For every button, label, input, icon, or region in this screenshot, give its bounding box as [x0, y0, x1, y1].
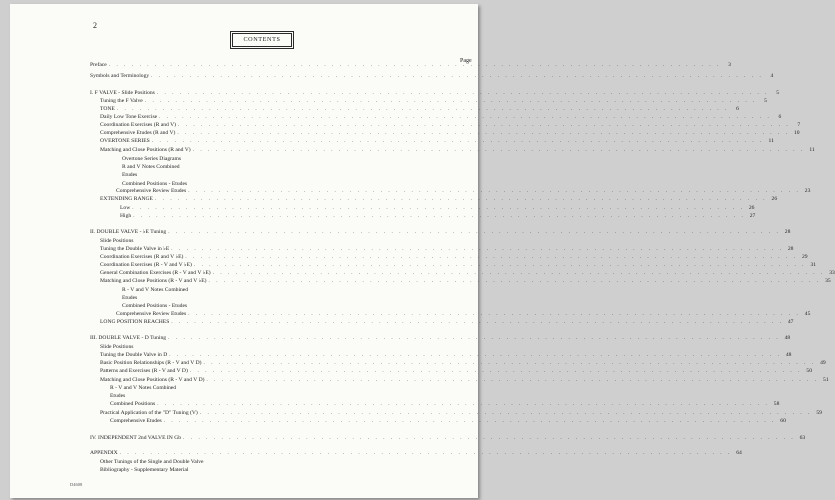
toc-entry-page: 35: [825, 278, 831, 284]
dot-leader: . . . . . . . . . . . . . . . . . . . . . . . . . . . . . . . . . . . . . . . . . . . . . . . . . . . . . . . . . . . . . . . . . . . . . . . . . . . . . . . .: [154, 197, 768, 202]
toc-entry: [100, 237, 460, 245]
toc-entry-title: Etudes: [122, 295, 138, 301]
toc-entry: [100, 269, 835, 277]
toc-entry-title: Slide Positions: [100, 344, 134, 350]
toc-entry: [100, 318, 794, 326]
toc-entry-page: 63: [799, 435, 806, 441]
toc-entry-title: Slide Positions: [100, 238, 134, 244]
toc-entry: [100, 113, 782, 121]
toc-entry-page: 26: [748, 205, 755, 211]
toc-entry: [100, 137, 774, 145]
dot-leader: . . . . . . . . . . . . . . . . . . . . . . . . . . . . . . . . . . . . . . . . . . . . . . . . . . . . . . . . . . . . . . . . . . . . . . . . . . . . . . . .: [183, 436, 796, 441]
dot-leader: . . . . . . . . . . . . . . . . . . . . . . . . . . . . . . . . . . . . . . . . . . . . . . . . . . . . . . . . . . . . . . . . . . . . . . . . . . . . . . . .: [171, 320, 784, 325]
dot-leader: . . . . . . . . . . . . . . . . . . . . . . . . . . . . . . . . . . . . . . . . . . . . . . . . . . . . . . . . . . . . . . . . . . . . . . . . . . . . . . . .: [188, 189, 801, 194]
toc-entry-title: Overtone Series Diagrams: [122, 156, 182, 162]
toc-entry-page: 51: [823, 377, 829, 383]
toc-entry-page: 45: [804, 311, 811, 317]
toc-entry-title: Low: [120, 205, 131, 211]
toc-entry-title: Tuning the Double Valve in ♭E: [100, 246, 170, 252]
toc-entry-title: High: [120, 213, 132, 219]
toc-entry: [120, 204, 755, 212]
toc-entry: [122, 286, 460, 294]
toc-entry: [100, 245, 794, 253]
toc-entry: [100, 466, 460, 474]
toc-entry: [100, 253, 808, 261]
toc-entry-page: 49: [820, 360, 826, 366]
toc-entry-title: Matching and Close Positions (R - V and V ♭E): [100, 278, 207, 284]
dot-leader: . . . . . . . . . . . . . . . . . . . . . . . . . . . . . . . . . . . . . . . . . . . . . . . . . . . . . . . . . . . . . . . . . . . . . . . . . . . . . . . .: [178, 123, 791, 128]
dot-leader: . . . . . . . . . . . . . . . . . . . . . . . . . . . . . . . . . . . . . . . . . . . . . . . . . . . . . . . . . . . . . . . . . . . . . . . . . . . . . . . .: [192, 148, 805, 153]
toc-entry: [116, 310, 811, 318]
toc-entry-title: Etudes: [122, 172, 138, 178]
toc-entry: [90, 449, 742, 457]
dot-leader: . . . . . . . . . . . . . . . . . . . . . . . . . . . . . . . . . . . . . . . . . . . . . . . . . . . . . . . . . . . . . . . . . . . . . . . . . . . . . . . .: [208, 279, 821, 284]
toc-entry-title: Comprehensive Review Etudes: [116, 188, 187, 194]
toc-entry-title: APPENDIX: [90, 450, 118, 456]
toc-entry: [100, 409, 822, 417]
toc-entry-title: Comprehensive Etudes (R and V): [100, 130, 176, 136]
dot-leader: . . . . . . . . . . . . . . . . . . . . . . . . . . . . . . . . . . . . . . . . . . . . . . . . . . . . . . . . . . . . . . . . . . . . . . . . . . . . . . . .: [116, 107, 729, 112]
toc-entry: [100, 376, 829, 384]
dot-leader: . . . . . . . . . . . . . . . . . . . . . . . . . . . . . . . . . . . . . . . . . . . . . . . . . . . . . . . . . . . . . . . . . . . . . . . . . . . . . . . .: [169, 353, 782, 358]
toc-entry-title: III. DOUBLE VALVE - D Tuning: [90, 335, 167, 341]
toc-entry-page: 23: [804, 188, 811, 194]
toc-entry-title: II. DOUBLE VALVE - ♭E Tuning: [90, 229, 167, 235]
toc-entry-title: Coordination Exercises (R and V): [100, 122, 177, 128]
toc-entry-title: Combined Positions: [110, 401, 156, 407]
toc-entry-page: 60: [780, 418, 786, 424]
dot-leader: . . . . . . . . . . . . . . . . . . . . . . . . . . . . . . . . . . . . . . . . . . . . . . . . . . . . . . . . . . . . . . . . . . . . . . . . . . . . . . . .: [168, 230, 781, 235]
toc-entry-page: 6: [736, 106, 739, 112]
dot-leader: . . . . . . . . . . . . . . . . . . . . . . . . . . . . . . . . . . . . . . . . . . . . . . . . . . . . . . . . . . . . . . . . . . . . . . . . . . . . . . . .: [189, 369, 802, 374]
toc-entry-page: 11: [809, 147, 815, 153]
toc-entry-title: IV. INDEPENDENT 2nd VALVE IN Gb: [90, 435, 182, 441]
toc-entry-page: 4: [770, 73, 774, 79]
dot-leader: . . . . . . . . . . . . . . . . . . . . . . . . . . . . . . . . . . . . . . . . . . . . . . . . . . . . . . . . . . . . . . . . . . . . . . . . . . . . . . . .: [132, 206, 745, 211]
toc-entry: [90, 72, 774, 80]
toc-entry-page: 6: [778, 114, 782, 120]
dot-leader: . . . . . . . . . . . . . . . . . . . . . . . . . . . . . . . . . . . . . . . . . . . . . . . . . . . . . . . . . . . . . . . . . . . . . . . . . . . . . . . .: [119, 451, 732, 456]
toc-entry-page: 29: [801, 254, 808, 260]
toc-entry-title: Comprehensive Review Etudes: [116, 311, 187, 317]
toc-entry: [100, 105, 739, 113]
toc-entry-title: R - V and V Notes Combined: [122, 287, 189, 293]
toc-entry: [122, 302, 460, 310]
contents-heading: CONTENTS: [232, 33, 292, 47]
toc-entry-title: Basic Position Relationships (R - V and V D): [100, 360, 202, 366]
toc-entry: [90, 89, 780, 97]
toc-entry: [122, 163, 460, 171]
toc-entry-page: 59: [816, 410, 822, 416]
toc-entry: [110, 384, 460, 392]
toc-entry-title: Matching and Close Positions (R - V and V D): [100, 377, 205, 383]
toc-entry-title: R and V Notes Combined: [122, 164, 180, 170]
toc-entry: [100, 367, 812, 375]
toc-entry-title: Bibliography - Supplementary Material: [100, 467, 189, 473]
dot-leader: . . . . . . . . . . . . . . . . . . . . . . . . . . . . . . . . . . . . . . . . . . . . . . . . . . . . . . . . . . . . . . . . . . . . . . . . . . . . . . . .: [108, 63, 721, 68]
toc-entry-title: Tuning the F Valve: [100, 98, 143, 104]
toc-entry: [120, 212, 756, 220]
toc-entry: [100, 146, 815, 154]
dot-leader: . . . . . . . . . . . . . . . . . . . . . . . . . . . . . . . . . . . . . . . . . . . . . . . . . . . . . . . . . . . . . . . . . . . . . . . . . . . . . . . .: [163, 419, 776, 424]
toc-entry: [100, 351, 792, 359]
toc-entry-title: Etudes: [110, 393, 126, 399]
toc-entry-title: R - V and V Notes Combined: [110, 385, 177, 391]
toc-entry-title: EXTENDING RANGE: [100, 196, 153, 202]
dot-leader: . . . . . . . . . . . . . . . . . . . . . . . . . . . . . . . . . . . . . . . . . . . . . . . . . . . . . . . . . . . . . . . . . . . . . . . . . . . . . . . .: [157, 402, 770, 407]
toc-entry: [100, 458, 460, 466]
toc-entry-title: Other Tunings of the Single and Double Valve: [100, 459, 204, 465]
toc-entry-title: Combined Positions - Etudes: [122, 303, 188, 309]
dot-leader: . . . . . . . . . . . . . . . . . . . . . . . . . . . . . . . . . . . . . . . . . . . . . . . . . . . . . . . . . . . . . . . . . . . . . . . . . . . . . . . .: [171, 247, 784, 252]
toc-entry-title: I. F VALVE - Slide Positions: [90, 90, 155, 96]
toc-entry-title: Coordination Exercises (R and V ♭E): [100, 254, 184, 260]
dot-leader: . . . . . . . . . . . . . . . . . . . . . . . . . . . . . . . . . . . . . . . . . . . . . . . . . . . . . . . . . . . . . . . . . . . . . . . . . . . . . . . .: [185, 255, 798, 260]
toc-entry-page: 7: [797, 122, 801, 128]
toc-entry: [90, 334, 791, 342]
dot-leader: . . . . . . . . . . . . . . . . . . . . . . . . . . . . . . . . . . . . . . . . . . . . . . . . . . . . . . . . . . . . . . . . . . . . . . . . . . . . . . . .: [177, 131, 790, 136]
toc-entry-page: 48: [785, 352, 792, 358]
toc-entry: [110, 417, 786, 425]
toc-entry-title: LONG POSITION REACHES: [100, 319, 170, 325]
toc-entry-title: OVERTONE SERIES: [100, 138, 150, 144]
toc-entry-page: 11: [768, 138, 774, 144]
toc-entry-page: 5: [764, 98, 767, 104]
dot-leader: . . . . . . . . . . . . . . . . . . . . . . . . . . . . . . . . . . . . . . . . . . . . . . . . . . . . . . . . . . . . . . . . . . . . . . . . . . . . . . . .: [151, 139, 764, 144]
toc-entry-page: 26: [771, 196, 778, 202]
toc-entry-title: Practical Application of the "D" Tuning (V): [100, 410, 198, 416]
toc-entry-page: 64: [736, 450, 742, 456]
dot-leader: . . . . . . . . . . . . . . . . . . . . . . . . . . . . . . . . . . . . . . . . . . . . . . . . . . . . . . . . . . . . . . . . . . . . . . . . . . . . . . . .: [203, 361, 816, 366]
dot-leader: . . . . . . . . . . . . . . . . . . . . . . . . . . . . . . . . . . . . . . . . . . . . . . . . . . . . . . . . . . . . . . . . . . . . . . . . . . . . . . . .: [144, 99, 757, 104]
toc-entry-title: Comprehensive Etudes: [110, 418, 162, 424]
dot-leader: . . . . . . . . . . . . . . . . . . . . . . . . . . . . . . . . . . . . . . . . . . . . . . . . . . . . . . . . . . . . . . . . . . . . . . . . . . . . . . . .: [159, 115, 772, 120]
toc-entry: [100, 97, 767, 105]
toc-entry: [100, 195, 778, 203]
toc-entry-title: Combined Positions - Etudes: [122, 181, 188, 187]
toc-entry: [122, 155, 460, 163]
toc-entry: [122, 294, 460, 302]
toc-entry-title: General Combination Exercises (R - V and V ♭E): [100, 270, 211, 276]
toc-entry: [122, 171, 460, 179]
job-code: D4608: [70, 482, 83, 487]
toc-entry-page: 10: [793, 130, 800, 136]
dot-leader: . . . . . . . . . . . . . . . . . . . . . . . . . . . . . . . . . . . . . . . . . . . . . . . . . . . . . . . . . . . . . . . . . . . . . . . . . . . . . . . .: [133, 214, 746, 219]
toc-entry-page: 47: [787, 319, 794, 325]
toc-entry: [90, 434, 806, 442]
toc-entry-title: Patterns and Exercises (R - V and V D): [100, 368, 188, 374]
dot-leader: . . . . . . . . . . . . . . . . . . . . . . . . . . . . . . . . . . . . . . . . . . . . . . . . . . . . . . . . . . . . . . . . . . . . . . . . . . . . . . . .: [151, 74, 764, 79]
toc-entry-page: 3: [728, 62, 731, 68]
toc-entry-title: Matching and Close Positions (R and V): [100, 147, 191, 153]
dot-leader: . . . . . . . . . . . . . . . . . . . . . . . . . . . . . . . . . . . . . . . . . . . . . . . . . . . . . . . . . . . . . . . . . . . . . . . . . . . . . . . .: [168, 336, 781, 341]
toc-entry: [100, 343, 460, 351]
toc-entry: [90, 228, 791, 236]
page-number: 2: [93, 21, 97, 30]
toc-entry-page: 31: [810, 262, 817, 268]
toc-entry-title: TONE: [100, 106, 115, 112]
toc-entry-page: 27: [749, 213, 756, 219]
toc-entry: [116, 187, 811, 195]
toc-entry: [110, 400, 780, 408]
page-column-header: Page: [460, 58, 472, 64]
toc-entry-page: 33: [829, 270, 835, 276]
dot-leader: . . . . . . . . . . . . . . . . . . . . . . . . . . . . . . . . . . . . . . . . . . . . . . . . . . . . . . . . . . . . . . . . . . . . . . . . . . . . . . . .: [206, 378, 819, 383]
dot-leader: . . . . . . . . . . . . . . . . . . . . . . . . . . . . . . . . . . . . . . . . . . . . . . . . . . . . . . . . . . . . . . . . . . . . . . . . . . . . . . . .: [199, 411, 812, 416]
toc-entry: [100, 359, 826, 367]
toc-entry-title: Daily Low Tone Exercise: [100, 114, 158, 120]
toc-entry: [110, 392, 460, 400]
toc-entry-page: 28: [784, 229, 791, 235]
toc-entry-page: 5: [776, 90, 780, 96]
toc-entry-page: 50: [806, 368, 812, 374]
toc-entry-title: Preface: [90, 62, 107, 68]
dot-leader: . . . . . . . . . . . . . . . . . . . . . . . . . . . . . . . . . . . . . . . . . . . . . . . . . . . . . . . . . . . . . . . . . . . . . . . . . . . . . . . .: [156, 91, 770, 96]
dot-leader: . . . . . . . . . . . . . . . . . . . . . . . . . . . . . . . . . . . . . . . . . . . . . . . . . . . . . . . . . . . . . . . . . . . . . . . . . . . . . . . .: [193, 263, 807, 268]
toc-entry-title: Tuning the Double Valve in D: [100, 352, 168, 358]
toc-entry-title: Coordination Exercises (R - V and V ♭E): [100, 262, 192, 268]
dot-leader: . . . . . . . . . . . . . . . . . . . . . . . . . . . . . . . . . . . . . . . . . . . . . . . . . . . . . . . . . . . . . . . . . . . . . . . . . . . . . . . .: [188, 312, 801, 317]
toc-entry: [100, 277, 831, 285]
toc-entry-title: Symbols and Terminology: [90, 73, 150, 79]
toc-entry: [100, 121, 801, 129]
toc-entry-page: 28: [787, 246, 794, 252]
toc-entry: [100, 261, 817, 269]
toc-entry: [100, 129, 800, 137]
toc-entry-page: 48: [784, 335, 791, 341]
dot-leader: . . . . . . . . . . . . . . . . . . . . . . . . . . . . . . . . . . . . . . . . . . . . . . . . . . . . . . . . . . . . . . . . . . . . . . . . . . . . . . . .: [212, 271, 825, 276]
toc-entry-page: 58: [773, 401, 780, 407]
